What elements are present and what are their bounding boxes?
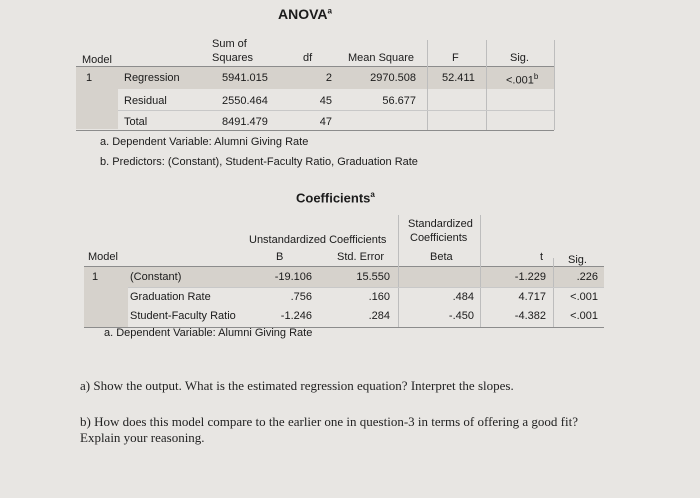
coef-header-beta: Beta (430, 251, 453, 263)
coef-row-label: Student-Faculty Ratio (130, 310, 236, 322)
coef-sig-value: <.001 (570, 291, 598, 303)
coef-col-divider (553, 258, 554, 328)
coef-b-value: -1.246 (280, 310, 312, 322)
coef-model-col-shade (84, 287, 128, 327)
coef-se-value: 15.550 (356, 271, 390, 283)
anova-f-value: 52.411 (442, 72, 475, 84)
anova-ss-value: 5941.015 (222, 72, 268, 84)
coef-header-unstd: Unstandardized Coefficients (249, 234, 387, 246)
coef-header-b: B (276, 251, 284, 263)
anova-header-ms: Mean Square (348, 52, 415, 64)
coef-note-a: a. Dependent Variable: Alumni Giving Rate (104, 327, 313, 339)
anova-ss-value: 2550.464 (222, 95, 268, 107)
anova-df-value: 47 (319, 116, 332, 128)
coef-beta-value: -.450 (448, 310, 474, 322)
anova-model-col-shade (76, 89, 118, 129)
coef-beta-value: .484 (452, 291, 474, 303)
coef-b-value: -19.106 (274, 271, 312, 283)
coef-t-value: -1.229 (514, 271, 546, 283)
anova-ss-value: 8491.479 (222, 116, 268, 128)
coef-sig-value: .226 (576, 271, 598, 283)
anova-header-sig: Sig. (510, 52, 529, 64)
coef-sig-value: <.001 (570, 310, 598, 322)
coef-se-value: .160 (368, 291, 390, 303)
anova-note-a: a. Dependent Variable: Alumni Giving Rate (100, 136, 309, 148)
coef-se-value: .284 (368, 310, 390, 322)
coef-header-sig: Sig. (568, 254, 587, 266)
coef-header-t: t (540, 251, 544, 263)
anova-df-value: 2 (325, 72, 332, 84)
anova-sig-value: <.001$^b$ (506, 72, 539, 87)
coef-t-value: -4.382 (514, 310, 546, 322)
coef-header-model: Model (88, 251, 118, 263)
question-b-line1: b) How does this model compare to the earlier one in question-3 in terms of offering a good fit? (80, 414, 578, 429)
coef-t-value: 4.717 (518, 291, 546, 303)
anova-row-label: Regression (124, 72, 180, 84)
anova-ms-value: 2970.508 (370, 72, 416, 84)
coef-header-std-line1: Standardized (408, 218, 473, 230)
anova-header-f: F (452, 52, 459, 64)
anova-ms-value: 56.677 (382, 95, 416, 107)
coef-col-divider (398, 215, 399, 327)
anova-title: ANOVA$^a$ (278, 6, 332, 22)
anova-col-divider (554, 40, 555, 130)
coef-row-label: Graduation Rate (130, 291, 211, 303)
anova-header-model: Model (82, 54, 112, 66)
anova-df-value: 45 (319, 95, 332, 107)
anova-row-label: Residual (124, 95, 167, 107)
coef-col-divider (480, 215, 481, 327)
coef-row-label: (Constant) (130, 271, 182, 283)
coef-b-value: .756 (290, 291, 312, 303)
question-a: a) Show the output. What is the estimated regression equation? Interpret the slopes. (80, 378, 514, 393)
anova-col-divider (486, 40, 487, 130)
coef-header-std-line2: Coefficients (410, 232, 468, 244)
anova-row-label: Total (124, 116, 148, 128)
anova-note-b: b. Predictors: (Constant), Student-Faculty Ratio, Graduation Rate (100, 156, 418, 168)
coef-model-number: 1 (92, 271, 99, 283)
anova-header-ss-line1: Sum of (212, 38, 247, 50)
coef-title: Coefficients$^a$ (296, 190, 375, 206)
anova-header-df: df (303, 52, 313, 64)
anova-bottom-line (76, 130, 554, 131)
anova-header-ss-line2: Squares (212, 52, 253, 64)
anova-row-divider (118, 110, 554, 111)
anova-col-divider (427, 40, 428, 130)
coef-header-se: Std. Error (337, 251, 385, 263)
question-b-line2: Explain your reasoning. (80, 430, 205, 445)
anova-model-number: 1 (86, 72, 93, 84)
coef-row-divider (128, 287, 604, 288)
